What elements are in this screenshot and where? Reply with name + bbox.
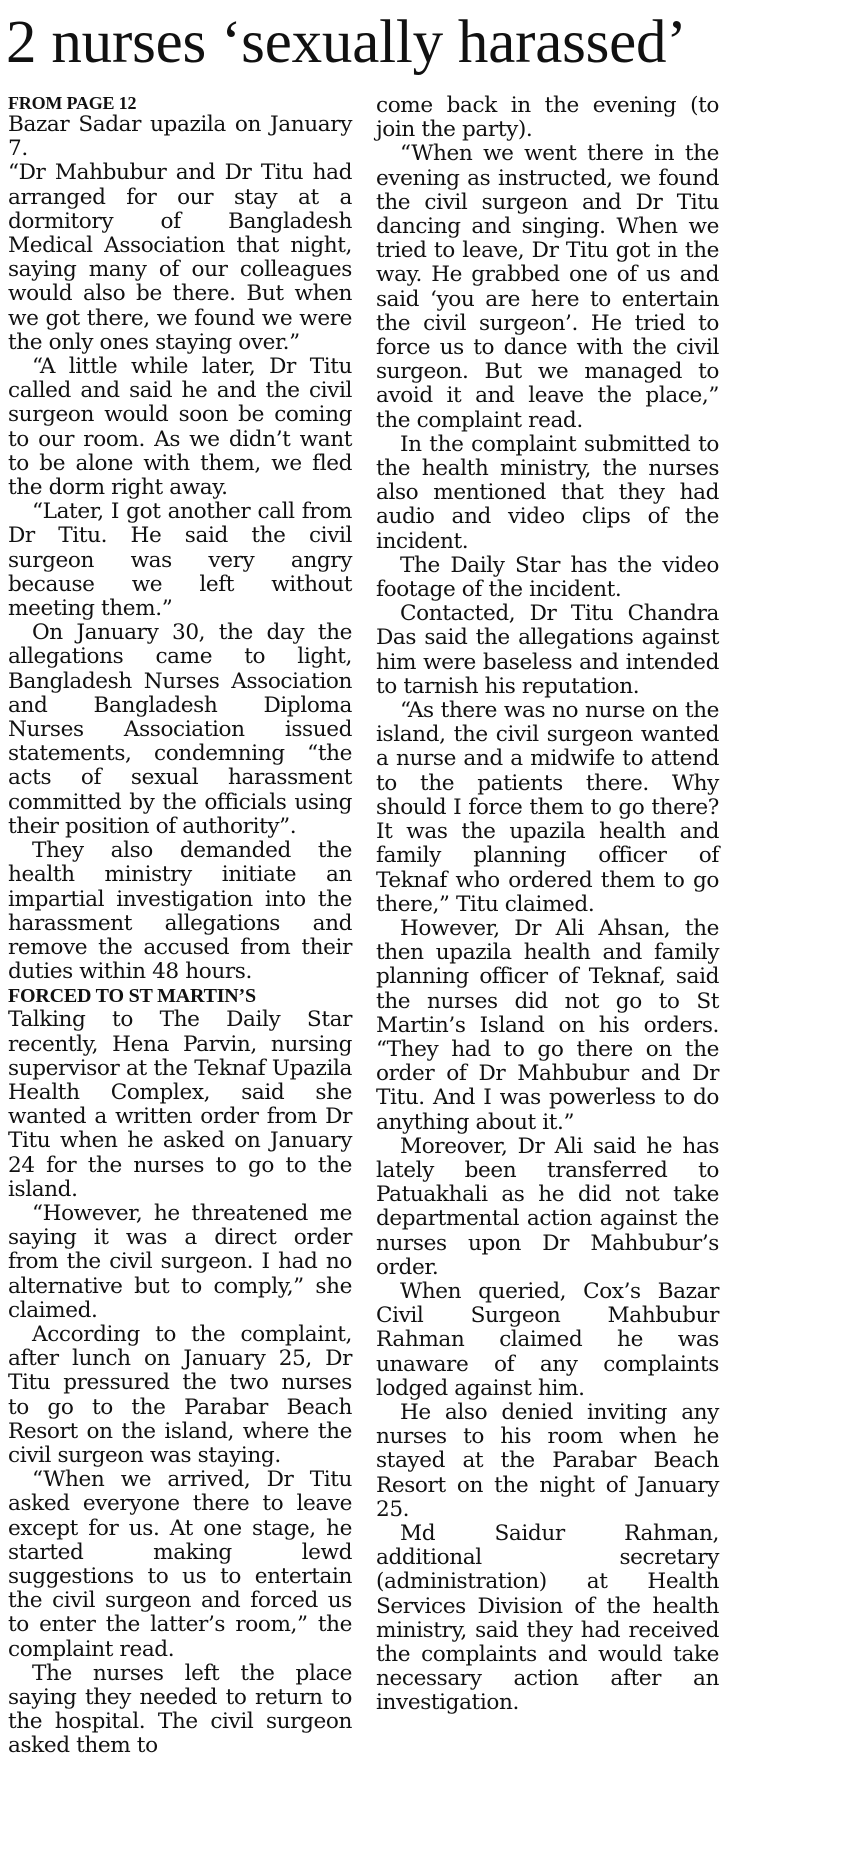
paragraph: Contacted, Dr Titu Chandra Das said the allegations against him were baseless and intended to tarnish his reputation. bbox=[376, 601, 719, 699]
paragraph: come back in the evening (to join the party). bbox=[376, 93, 719, 143]
paragraph: On January 30, the day the allegations came to light, Bangladesh Nurses Association and Bangladesh Diploma Nurses Association issued statements, condemning “the acts of sexual harassment committed by the officials using their position of authority”. bbox=[8, 620, 352, 839]
paragraph: “However, he threatened me saying it was a direct order from the civil surgeon. I had no alternative but to comply,” she claimed. bbox=[8, 1200, 352, 1323]
paragraph: He also denied inviting any nurses to his room when he stayed at the Parabar Beach Resort on the night of January 25. bbox=[376, 1399, 719, 1522]
paragraph: Md Saidur Rahman, additional secretary (administration) at Health Services Division of the health ministry, said they had received the complaints and would take necessary action after an investigation. bbox=[376, 1520, 719, 1716]
headline: 2 nurses ‘sexually harassed’ bbox=[6, 9, 687, 76]
paragraph: “When we went there in the evening as instructed, we found the civil surgeon and Dr Titu dancing and singing. When we tried to leave, Dr Titu got in the way. He grabbed one of us and said ‘you are here to entertain the civil surgeon’. He tried to force us to dance with the civil surgeon. But we managed to avoid it and leave the place,” the complaint read. bbox=[376, 141, 719, 433]
paragraph: The nurses left the place saying they needed to return to the hospital. The civil surgeon asked them to bbox=[8, 1660, 352, 1759]
subheading: FORCED TO ST MARTIN’S bbox=[8, 985, 256, 1008]
paragraph: “When we arrived, Dr Titu asked everyone there to leave except for us. At one stage, he started making lewd suggestions to us to entertain the civil surgeon and forced us to enter the latter’s room,” the complaint read. bbox=[8, 1467, 352, 1662]
paragraph: Bazar Sadar upazila on January 7. bbox=[8, 112, 352, 162]
paragraph: They also demanded the health ministry initiate an impartial investigation into the harassment allegations and remove the accused from their duties within 48 hours. bbox=[8, 838, 352, 985]
from-page-label: FROM PAGE 12 bbox=[8, 93, 137, 113]
paragraph: In the complaint submitted to the health ministry, the nurses also mentioned that they had audio and video clips of the incident. bbox=[376, 431, 719, 554]
paragraph: According to the complaint, after lunch on January 25, Dr Titu pressured the two nurses to go to the Parabar Beach Resort on the island, where the civil surgeon was staying. bbox=[8, 1321, 352, 1468]
column-right bbox=[376, 94, 719, 1716]
paragraph: “A little while later, Dr Titu called and said he and the civil surgeon would soon be coming to our room. As we didn’t want to be alone with them, we fled the dorm right away. bbox=[8, 354, 352, 501]
paragraph: “Later, I got another call from Dr Titu. He said the civil surgeon was very angry because we left without meeting them.” bbox=[8, 499, 352, 622]
paragraph: Moreover, Dr Ali said he has lately been transferred to Patuakhali as he did not take departmental action against the nurses upon Dr Mahbubur’s order. bbox=[376, 1133, 719, 1280]
paragraph: “Dr Mahbubur and Dr Titu had arranged for our stay at a dormitory of Bangladesh Medical Association that night, saying many of our colleagues would also be there. But when we got there, we found we were the only ones staying over.” bbox=[8, 160, 352, 355]
paragraph: Talking to The Daily Star recently, Hena Parvin, nursing supervisor at the Teknaf Upazila Health Complex, said she wanted a written order from Dr Titu when he asked on January 24 for the nurses to go to the island. bbox=[8, 1007, 352, 1202]
paragraph: “As there was no nurse on the island, the civil surgeon wanted a nurse and a midwife to attend to the patients there. Why should I force them to go there? It was the upazila health and family planning officer of Teknaf who ordered them to go there,” Titu claimed. bbox=[376, 698, 719, 917]
paragraph: The Daily Star has the video footage of the incident. bbox=[376, 552, 719, 603]
paragraph: However, Dr Ali Ahsan, the then upazila health and family planning officer of Teknaf, said the nurses did not go to St Martin’s Island on his orders. “They had to go there on the order of Dr Mahbubur and Dr Titu. And I was powerless to do anything about it.” bbox=[376, 915, 719, 1135]
column-left bbox=[8, 94, 352, 1759]
paragraph: When queried, Cox’s Bazar Civil Surgeon Mahbubur Rahman claimed he was unaware of any complaints lodged against him. bbox=[376, 1278, 719, 1401]
